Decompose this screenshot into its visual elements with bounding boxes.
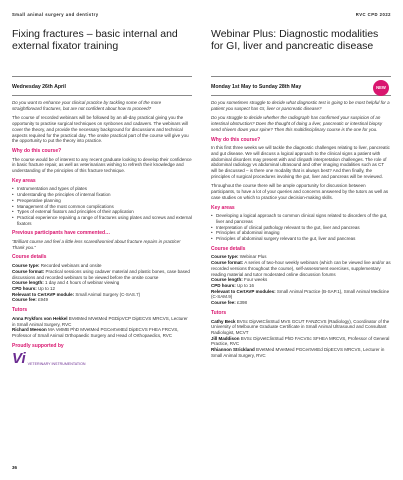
testimonial-text: “Brilliant course and feel a little less scared/worried about fracture repairs in practice! Thank you.” bbox=[12, 239, 181, 250]
header-section: Small animal surgery and dentistry bbox=[12, 12, 99, 17]
description-text: The course of recorded webinars will be followed by an all-day practical giving you the opportunity to practise surgical techniques on synbones and cadavers. The webinars will cover the theory, and provide the necessary background for discussions and technical aspects required for the practical day. The onsite practical part of the course will give you the opportunity to put the theory into practice. bbox=[12, 115, 189, 144]
list-item: • Principles of abdominal surgery relevant to the gut, liver and pancreas bbox=[216, 236, 391, 242]
detail-row: CPD hours: Up to 16 bbox=[211, 282, 255, 288]
course-gi-diagnostics bbox=[211, 28, 391, 358]
course-date: Monday 1st May to Sunday 28th May bbox=[211, 84, 302, 90]
detail-row: Course type: Webinar Plus bbox=[211, 254, 267, 260]
tutor-entry: Richard Meeson MA VetMB PhD MVetMed PGCertVetEd DipECVS FHEA FRCVS, Professor of Small Animal Orthopaedic Surgery and Head of Orthopaedics, RVC bbox=[12, 327, 179, 338]
sponsor-heading: Proudly supported by bbox=[12, 342, 64, 349]
detail-row: Course format: A series of two-hour weekly webinars (which can be viewed live and/or as recorded versions throughout the course), self-assessment exercises, supplementary reading material and tutor moderated online discussion forums bbox=[211, 260, 391, 277]
detail-row: Course format: Practical sessions using cadaver material and plastic bones, case based discussions and recorded webinars to be viewed before the onsite course bbox=[12, 268, 190, 280]
key-areas-list bbox=[211, 213, 391, 242]
testimonial-heading: Previous participants have commented… bbox=[12, 230, 111, 237]
detail-row: Relevant to CertAVP module: Small Animal Surgery (C-SAS.7) bbox=[12, 291, 141, 297]
course-title: Fixing fractures – basic internal and external fixator training bbox=[12, 28, 178, 52]
course-details-heading: Course details bbox=[12, 254, 47, 261]
sponsor-logo bbox=[12, 352, 192, 366]
header-brand: RVC CPD 2022 bbox=[355, 12, 391, 17]
why-text: Throughout the course there will be ample opportunity for discussion between participants, to have a lot of your queries and concerns answered by the tutors as well as case studies on which to practice your decision-making skills. bbox=[211, 183, 389, 200]
tutor-entry: Rhiannon Strickland BVetMed MVetMed PGCertVetEd DipECVS MRCVS, Lecturer in Small Animal Surgery, RVC bbox=[211, 347, 385, 358]
course-fracture-fixation bbox=[12, 28, 192, 366]
why-heading: Why do this course? bbox=[211, 136, 261, 143]
running-header bbox=[12, 12, 391, 17]
divider bbox=[211, 95, 391, 96]
list-item: • Understanding the principles of internal fixation bbox=[17, 192, 192, 198]
why-text: In this first three weeks we will tackle the diagnostic challenges relating to liver, pancreatic and gut disease. We will discuss a logical approach to the clinical signs a patient with abdominal disorders may present with and clinpath interpretation challenges. The role of abdominal radiology vs abdominal ultrasound and other imaging modalities such as CT will be discussed – is there one modality that is always best? And then finally, the principles of surgical procedures involving the gut, liver and pancreas will be reviewed. bbox=[211, 145, 390, 179]
detail-row: Course length: 1 day and 4 hours of webinar viewing bbox=[12, 280, 120, 286]
list-item: • Preoperative planning bbox=[17, 198, 192, 204]
list-item: • Management of the most common complications bbox=[17, 204, 192, 210]
sponsor-logo-text: VETERINARY INSTRUMENTATION bbox=[27, 362, 86, 367]
tutors-heading: Tutors bbox=[12, 307, 28, 314]
page-number: 36 bbox=[12, 465, 18, 470]
detail-row: CPD hours: Up to 12 bbox=[12, 285, 56, 291]
key-areas-heading: Key areas bbox=[211, 204, 235, 211]
tutor-entry: Anna Frykfors von Hekkel BVetMed MVetMed PGDipVCP DipECVS MRCVS, Lecturer in Small Animal Surgery, RVC bbox=[12, 315, 188, 327]
list-item: • Instrumentation and types of plates bbox=[17, 186, 192, 192]
why-heading: Why do this course? bbox=[12, 147, 62, 154]
detail-row: Course fee: £398 bbox=[211, 300, 248, 306]
intro-text: Do you sometimes struggle to decide what diagnostic test is going to be most helpful for a patient you suspect has GI, liver or pancreatic disease? bbox=[211, 100, 390, 111]
detail-row: Course length: Four weeks bbox=[211, 277, 268, 283]
key-areas-list bbox=[12, 186, 192, 226]
list-item: • Practical experience repairing a range of fractures using plates and screws and external fixators bbox=[17, 215, 192, 226]
course-title: Webinar Plus: Diagnostic modalities for GI, liver and pancreatic disease bbox=[211, 28, 379, 52]
detail-row: Course fee: £949 bbox=[12, 297, 49, 303]
tutor-entry: Cathy Beck BVSc DipVetClinStud MVS GCUT FANZCVS (Radiology), Coordinator of the University of Melbourne Graduate Certificate in Small Animal Ultrasound and Consultant Radiologist, MCVT bbox=[211, 318, 390, 335]
intro-text: Do you struggle to decide whether the radiograph has confirmed your suspicion of an intestinal obstruction? Does the thought of doing a liver, pancreatic or intestinal biopsy send shivers down your spine? Then this multidisciplinary course is the one for you. bbox=[211, 115, 383, 132]
key-areas-heading: Key areas bbox=[12, 177, 36, 184]
list-item: • Interpretation of clinical pathology relevant to the gut, liver and pancreas bbox=[216, 225, 391, 231]
why-text: The course would be of interest to any recent graduate looking to develop their confidence in basic fracture repair, as well as veterinarians wishing to refresh their knowledge and understanding of the principles of this fracture technique. bbox=[12, 156, 192, 174]
detail-row: Relevant to CertAVP modules: Small Animal Practice (B-SAP.1), Small Animal Medicine (C-SAM.9) bbox=[211, 288, 390, 300]
sponsor-logo-mark: Vi bbox=[12, 350, 26, 368]
new-badge: NEW bbox=[373, 80, 389, 96]
intro-text: Do you want to enhance your clinical practice by tackling some of the more straightforward fractures, but are not confident about how to proceed? bbox=[12, 100, 162, 111]
tutor-entry: Jill Maddison BVSc DipVetClinStud PhD FACVSc SFHEA MRCVS, Professor of General Practice, RVC bbox=[211, 335, 390, 347]
list-item: • Types of external fixators and principles of their application bbox=[17, 209, 192, 215]
tutors-heading: Tutors bbox=[211, 309, 227, 316]
course-details-heading: Course details bbox=[211, 245, 246, 252]
course-date: Wednesday 26th April bbox=[12, 84, 66, 90]
detail-row: Course type: Recorded webinars and onsite bbox=[12, 263, 102, 269]
list-item: • Principles of abdominal imaging bbox=[216, 230, 391, 236]
divider bbox=[12, 95, 192, 96]
list-item: • Developing a logical approach to common clinical signs related to disorders of the gut, liver and pancreas bbox=[216, 213, 391, 224]
